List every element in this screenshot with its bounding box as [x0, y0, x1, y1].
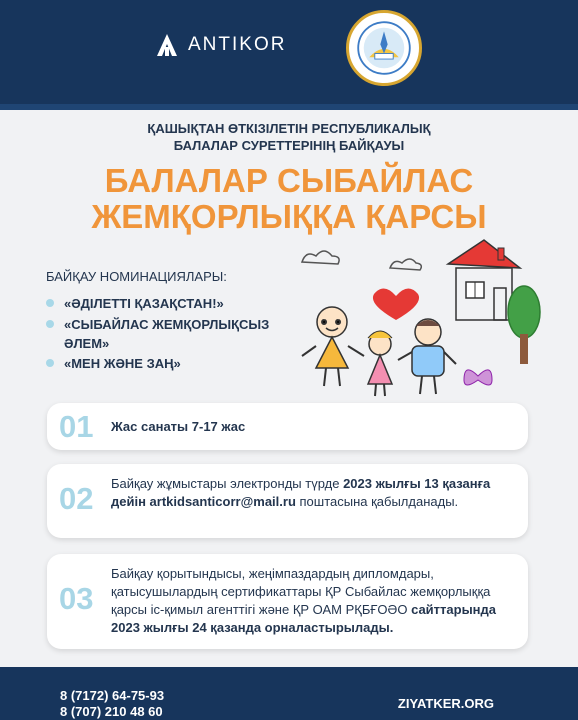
subtitle: [0, 120, 578, 154]
card-text-normal: Байқау жұмыстары электронды түрде: [111, 476, 344, 491]
card-text-bold: сайттарында 2023 жылғы 24 қазанда орналастырылады.: [111, 602, 497, 635]
page-title: [0, 163, 578, 235]
title-line-1: БАЛАЛАР СЫБАЙЛАС: [104, 162, 474, 199]
info-card: [47, 464, 528, 538]
phone-number: 8 (707) 210 48 60: [60, 704, 163, 719]
subtitle-line-2: БАЛАЛАР СУРЕТТЕРІНІҢ БАЙҚАУЫ: [173, 138, 405, 153]
subtitle-line-1: ҚАШЫҚТАН ӨТКІЗІЛЕТІН РЕСПУБЛИКАЛЫҚ: [147, 121, 431, 136]
info-card: [47, 554, 528, 649]
emblem-icon: [346, 10, 422, 86]
phone-number: 8 (7172) 64-75-93: [60, 688, 165, 703]
logo-text: ANTIKOR: [188, 34, 287, 55]
nomination-item: [46, 354, 296, 373]
nomination-item: [46, 294, 296, 313]
card-text: [111, 475, 514, 511]
bullet-dot-icon: [46, 299, 54, 307]
antikor-logo: [154, 32, 286, 58]
card-text-normal: поштасына қабылданады.: [295, 494, 459, 509]
card-text: [111, 565, 514, 637]
card-text-bold: Жас санаты 7-17 жас: [111, 419, 246, 434]
antikor-logo-icon: [154, 32, 180, 58]
title-line-2: ЖЕМҚОРЛЫҚҚА ҚАРСЫ: [91, 198, 487, 235]
info-card: [47, 403, 528, 450]
card-text-normal: Байқау қорытындысы, жеңімпаздардың дипломдары, қатысушылардың сертификаттары ҚР Сыбайлас жемқорлыққа қарсы іс-қимыл агенттігі және ҚР ОАМ РҚБҒОӘО: [111, 566, 491, 617]
website-link[interactable]: ZIYATKER.ORG: [397, 696, 494, 711]
card-number: 02: [59, 481, 94, 516]
nomination-label: «ӘДІЛЕТТІ ҚАЗАҚСТАН!»: [64, 296, 224, 311]
nomination-item: [46, 315, 296, 353]
children-drawing-icon: [298, 238, 548, 398]
nominations-heading: БАЙҚАУ НОМИНАЦИЯЛАРЫ:: [46, 269, 227, 284]
card-text-bold: 2023 жылғы 13 қазанға дейін artkidsanticorr@mail.ru: [111, 476, 491, 509]
card-text: [111, 418, 514, 436]
card-number: 01: [59, 409, 94, 444]
nomination-label: «МЕН ЖӘНЕ ЗАҢ»: [64, 356, 181, 371]
header: [0, 0, 578, 110]
nomination-label: «СЫБАЙЛАС ЖЕМҚОРЛЫҚСЫЗ ӘЛЕМ»: [64, 317, 270, 351]
bullet-dot-icon: [46, 320, 54, 328]
card-number: 03: [59, 581, 94, 616]
bullet-dot-icon: [46, 359, 54, 367]
